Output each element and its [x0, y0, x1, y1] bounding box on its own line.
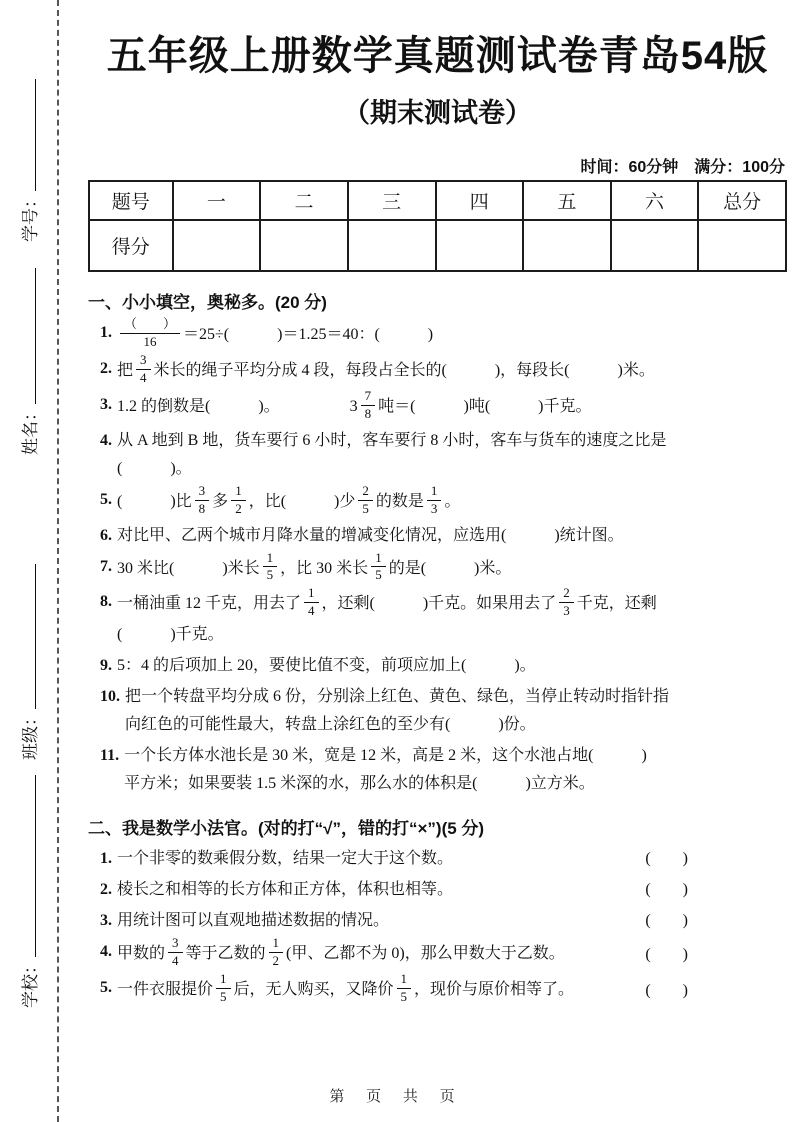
- fraction-denominator: 5: [266, 567, 274, 583]
- margin-divider-dashed-line: [57, 0, 59, 1122]
- page-footer: 第 页 共 页: [329, 1089, 464, 1105]
- question-text: [117, 351, 787, 388]
- school-blank-line: [21, 775, 36, 957]
- answer-bracket: ( ): [645, 912, 688, 930]
- fraction-denominator: 3: [563, 603, 570, 619]
- text-run: 棱长之和相等的长方体和正方体，体积也相等。: [117, 881, 454, 899]
- score-cell: [523, 220, 611, 271]
- text-run: 米长的绳子平均分成 4 段，每段占全长的( )，每段长( )米。: [153, 361, 655, 379]
- score-table-header-cell: 四: [436, 181, 524, 220]
- exam-content: [88, 0, 787, 1010]
- question-row: [88, 971, 787, 1007]
- question-number: 2.: [100, 881, 112, 899]
- score-row: [89, 220, 786, 271]
- text-run: ( )。: [117, 459, 192, 477]
- fraction: [397, 972, 412, 1005]
- question-text: [117, 522, 787, 550]
- question-number: 5.: [100, 490, 112, 508]
- question-number: 1.: [100, 324, 112, 341]
- student-number-field: [16, 79, 41, 242]
- question-row: [88, 876, 787, 904]
- class-field: [16, 564, 41, 760]
- question-row: [88, 742, 787, 798]
- text-run: 1.2 的倒数是( )。: [117, 397, 280, 415]
- answer-bracket: ( ): [645, 945, 688, 963]
- score-cell: [348, 220, 436, 271]
- text-run: ，现价与原价相等了。: [414, 981, 575, 999]
- student-number-label: 学号：: [21, 191, 40, 242]
- student-name-label: 姓名：: [21, 404, 40, 455]
- text-run: 一个非零的数乘假分数，结果一定大于这个数。: [117, 850, 454, 868]
- question-number: 11.: [100, 747, 120, 765]
- score-table-header-cell: 总分: [698, 181, 786, 220]
- question-number: 4.: [100, 431, 112, 449]
- text-run: ( )千克。: [117, 626, 224, 644]
- question-number: 9.: [100, 657, 112, 675]
- fraction-numerator: 1: [263, 551, 278, 568]
- text-run: 3: [349, 397, 358, 415]
- question-text: [117, 549, 787, 586]
- text-run: 对比甲、乙两个城市月降水量的增减变化情况，应选用( )统计图。: [117, 526, 624, 544]
- score-table-header-cell: 一: [173, 181, 261, 220]
- question-text: [117, 585, 787, 649]
- question-row: [88, 907, 787, 935]
- fraction-numerator: 3: [168, 936, 183, 953]
- text-run: 甲数的: [117, 945, 166, 963]
- fraction-denominator: 4: [140, 369, 147, 385]
- question-number: 6.: [100, 526, 112, 544]
- text-run: 多: [212, 492, 229, 510]
- answer-bracket: ( ): [645, 850, 688, 868]
- question-row: [88, 549, 787, 586]
- question-number: 10.: [100, 688, 120, 706]
- question-row: [88, 522, 787, 550]
- fraction: [136, 353, 151, 386]
- fraction: [263, 551, 278, 584]
- question-number: 7.: [100, 557, 112, 575]
- fraction: [195, 484, 210, 517]
- text-run: (甲、乙都不为 0)，那么甲数大于乙数。: [286, 945, 565, 963]
- score-table: [88, 180, 787, 272]
- question-number: 3.: [100, 912, 112, 930]
- question-number: 5.: [100, 979, 112, 997]
- school-label: 学校：: [21, 957, 40, 1008]
- fraction-numerator: 1: [304, 586, 319, 603]
- fraction-numerator: （ ）: [120, 317, 180, 334]
- text-run: ，比 30 米长: [280, 559, 369, 577]
- text-run: 。: [444, 492, 461, 510]
- page-title: 五年级上册数学真题测试卷青岛54版: [106, 34, 769, 78]
- text-run: 千克，还剩: [576, 595, 657, 613]
- fraction-denominator: 2: [235, 500, 242, 516]
- fraction-numerator: 2: [358, 484, 373, 501]
- question-row: [88, 935, 787, 971]
- text-run: 一桶油重 12 千克，用去了: [117, 595, 302, 613]
- fraction-numerator: 2: [559, 586, 574, 603]
- answer-bracket: ( ): [645, 981, 688, 999]
- text-run: 从 A 地到 B 地，货车要行 6 小时，客车要行 8 小时，客车与货车的速度之比是: [117, 431, 667, 449]
- question-row: [88, 845, 787, 873]
- fraction-denominator: 4: [308, 603, 315, 619]
- fraction: [358, 484, 373, 517]
- fraction-denominator: 16: [143, 333, 157, 349]
- time-score-info: 时间：60分钟 满分：100分: [580, 159, 785, 176]
- question-text: [117, 482, 787, 519]
- student-name-blank-line: [21, 268, 36, 404]
- section-heading: 二、我是数学小法官。(对的打“√”，错的打“×”)(5 分): [88, 819, 485, 839]
- class-blank-line: [21, 564, 36, 709]
- text-run: 5：4 的后项加上 20，要使比值不变，前项应加上( )。: [117, 657, 536, 675]
- fraction: [361, 389, 376, 422]
- section-heading: 一、小小填空，奥秘多。(20 分): [88, 293, 327, 312]
- text-run: 把一个转盘平均分成 6 份，分别涂上红色、黄色、绿色，当停止转动时指针指: [125, 688, 670, 706]
- student-number-blank-line: [21, 79, 36, 191]
- score-cell: [436, 220, 524, 271]
- fraction-numerator: 1: [427, 484, 442, 501]
- fraction: [304, 586, 319, 619]
- question-text: [117, 387, 787, 424]
- question-text: [117, 652, 787, 680]
- fraction: [216, 972, 231, 1005]
- score-cell: [173, 220, 261, 271]
- page-subtitle: （期末测试卷）: [343, 98, 532, 128]
- text-run: ，还剩( )千克。如果用去了: [321, 595, 557, 613]
- question-row: [88, 427, 787, 483]
- text-run: ＝25÷( )＝1.25＝40：( ): [183, 326, 434, 344]
- spacer: [280, 410, 350, 411]
- fraction-denominator: 3: [430, 500, 438, 516]
- fraction-denominator: 4: [172, 953, 179, 969]
- text-run: 把: [117, 361, 134, 379]
- question-number: 3.: [100, 395, 112, 413]
- text-run: 吨＝( )吨( )千克。: [378, 397, 592, 415]
- question-row: [88, 652, 787, 680]
- text-run: 平方米；如果要装 1.5 米深的水，那么水的体积是( )立方米。: [124, 775, 595, 793]
- fraction-denominator: 5: [400, 989, 408, 1005]
- text-run: 的是( )米。: [388, 559, 512, 577]
- fraction: [231, 484, 246, 517]
- fraction-numerator: 1: [216, 972, 231, 989]
- fraction-numerator: 3: [136, 353, 151, 370]
- score-table-header-cell: 五: [523, 181, 611, 220]
- score-cell: [611, 220, 699, 271]
- text-run: 的数是: [375, 492, 424, 510]
- question-row: [88, 482, 787, 519]
- fraction-denominator: 5: [375, 567, 382, 583]
- score-label-cell: 得分: [89, 220, 173, 271]
- question-text: [117, 316, 787, 352]
- fraction-numerator: 3: [195, 484, 210, 501]
- fraction: [559, 586, 574, 619]
- fraction: [371, 551, 386, 584]
- question-row: [88, 683, 787, 739]
- question-row: [88, 387, 787, 424]
- sections: [88, 288, 787, 1007]
- text-run: ，比( )少: [248, 492, 356, 510]
- answer-bracket: ( ): [645, 881, 688, 899]
- school-field: [16, 775, 41, 1008]
- text-run: 后，无人购买，又降价: [233, 981, 394, 999]
- fraction-denominator: 5: [362, 500, 369, 516]
- score-table-header-cell: 题号: [89, 181, 173, 220]
- question-row: [88, 585, 787, 649]
- score-table-header-cell: 二: [260, 181, 348, 220]
- question-row: [88, 351, 787, 388]
- question-text: [117, 427, 787, 483]
- score-table-header-cell: 三: [348, 181, 436, 220]
- text-run: 30 米比( )米长: [117, 559, 260, 577]
- question-row: [88, 316, 787, 352]
- fraction-denominator: 5: [220, 989, 227, 1005]
- text-run: 一个长方体水池长是 30 米，宽是 12 米，高是 2 米，这个水池占地( ): [124, 747, 647, 765]
- score-cell: [698, 220, 786, 271]
- text-run: 用统计图可以直观地描述数据的情况。: [117, 912, 390, 930]
- fraction-numerator: 1: [269, 936, 284, 953]
- question-number: 8.: [100, 593, 112, 611]
- question-text: [124, 742, 787, 798]
- question-number: 4.: [100, 943, 112, 961]
- score-table-header-row: [89, 181, 786, 220]
- fraction: [269, 936, 284, 969]
- question-text: [125, 683, 787, 739]
- text-run: 一件衣服提价: [117, 981, 214, 999]
- text-run: 向红色的可能性最大，转盘上涂红色的至少有( )份。: [125, 716, 536, 734]
- class-label: 班级：: [21, 709, 40, 760]
- student-name-field: [16, 268, 41, 455]
- fraction-numerator: 1: [231, 484, 246, 501]
- fraction: [427, 484, 442, 517]
- fraction-numerator: 7: [361, 389, 376, 406]
- score-cell: [260, 220, 348, 271]
- fraction-denominator: 8: [364, 405, 372, 421]
- fraction-denominator: 2: [272, 953, 280, 969]
- fraction-numerator: 1: [371, 551, 386, 568]
- text-run: 等于乙数的: [185, 945, 266, 963]
- text-run: ( )比: [117, 492, 192, 510]
- question-number: 2.: [100, 359, 112, 377]
- fraction: [168, 936, 183, 969]
- fraction-numerator: 1: [397, 972, 412, 989]
- fraction: [120, 317, 180, 350]
- score-table-header-cell: 六: [611, 181, 699, 220]
- fraction-denominator: 8: [198, 500, 206, 516]
- question-number: 1.: [100, 850, 112, 868]
